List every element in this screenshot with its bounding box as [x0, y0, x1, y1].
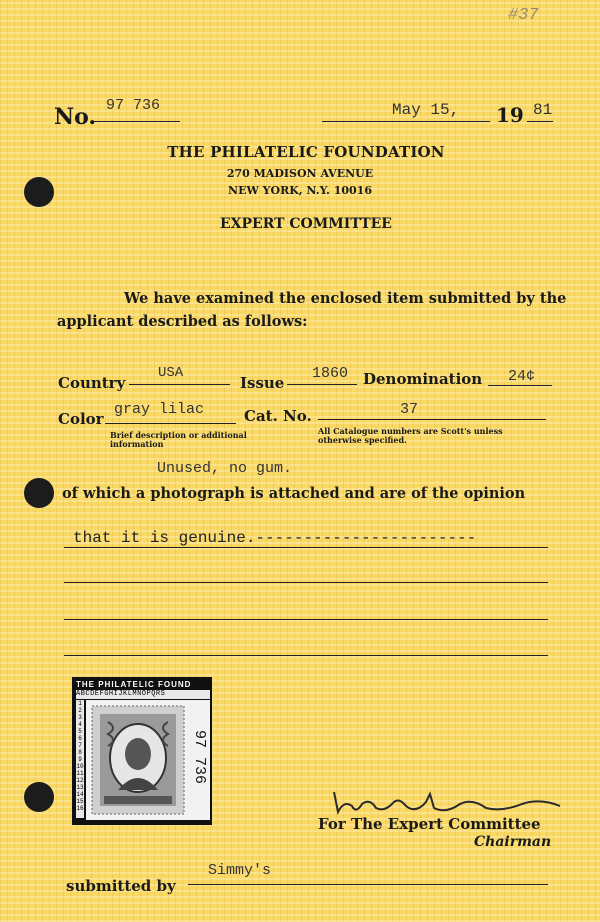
country-label: Country — [58, 374, 126, 392]
opinion-line: of which a photograph is attached and are of the opinion — [62, 485, 526, 502]
submitted-by-value: Simmy's — [208, 862, 272, 879]
denomination-line — [488, 385, 552, 386]
submitted-by-line — [188, 884, 548, 885]
country-line — [129, 384, 230, 385]
photo-header: THE PHILATELIC FOUND — [76, 680, 192, 689]
certificate-date: May 15, — [392, 101, 460, 119]
for-committee-text: For The Expert Committee — [318, 815, 541, 833]
catno-hint: All Catalogue numbers are Scott's unless otherwise specified. — [318, 426, 503, 445]
denomination-label: Denomination — [363, 370, 483, 388]
cert-number-line — [94, 121, 180, 122]
photo-grid-numbers: 1 2 3 4 5 6 7 8 9 10 11 12 13 14 15 16 — [76, 700, 84, 818]
opinion-line-4 — [64, 655, 548, 656]
committee-title: EXPERT COMMITTEE — [220, 216, 392, 232]
certificate-number: 97 736 — [106, 97, 161, 114]
issue-line — [287, 384, 357, 385]
denomination-value: 24¢ — [508, 368, 536, 385]
item-description: Unused, no gum. — [157, 460, 293, 477]
submitted-by-label: submitted by — [66, 877, 176, 895]
color-value: gray lilac — [114, 401, 205, 418]
corner-note: #37 — [508, 6, 539, 25]
photo-cert-number-box — [192, 730, 210, 810]
color-hint: Brief description or additional information — [110, 430, 247, 449]
country-value: USA — [158, 365, 184, 381]
no-label: No. — [54, 104, 97, 130]
photo-grid-letters: ABCDEFGHIJKLMNOPQRS — [76, 690, 210, 699]
intro-line-1: We have examined the enclosed item submitted by the — [124, 290, 567, 307]
org-address-1: 270 MADISON AVENUE — [226, 167, 374, 180]
year-line — [527, 121, 553, 122]
opinion-value: that it is genuine.----------------------- — [73, 529, 477, 547]
punch-hole-bottom — [24, 782, 54, 812]
issue-label: Issue — [240, 374, 285, 392]
intro-line-2: applicant described as follows: — [57, 313, 308, 330]
color-label: Color — [58, 410, 104, 428]
photo-cert-number: 97 736 — [191, 730, 208, 785]
catno-line — [318, 419, 546, 420]
year-suffix: 81 — [533, 101, 553, 119]
catno-label: Cat. No. — [244, 407, 312, 425]
color-line — [105, 423, 236, 424]
photo-inner — [86, 700, 210, 820]
org-address-2: NEW YORK, N.Y. 10016 — [228, 184, 372, 197]
opinion-line-1 — [64, 547, 548, 548]
chairman-title: Chairman — [474, 834, 552, 850]
opinion-line-2 — [64, 582, 548, 583]
punch-hole-middle — [24, 478, 54, 508]
issue-value: 1860 — [312, 365, 349, 382]
opinion-line-3 — [64, 619, 548, 620]
stamp-photograph — [72, 677, 212, 825]
stamp-image — [90, 704, 186, 816]
catno-value: 37 — [400, 401, 419, 418]
date-line — [322, 121, 490, 122]
year-prefix: 19 — [496, 103, 524, 127]
org-name: THE PHILATELIC FOUNDATION — [167, 143, 445, 161]
